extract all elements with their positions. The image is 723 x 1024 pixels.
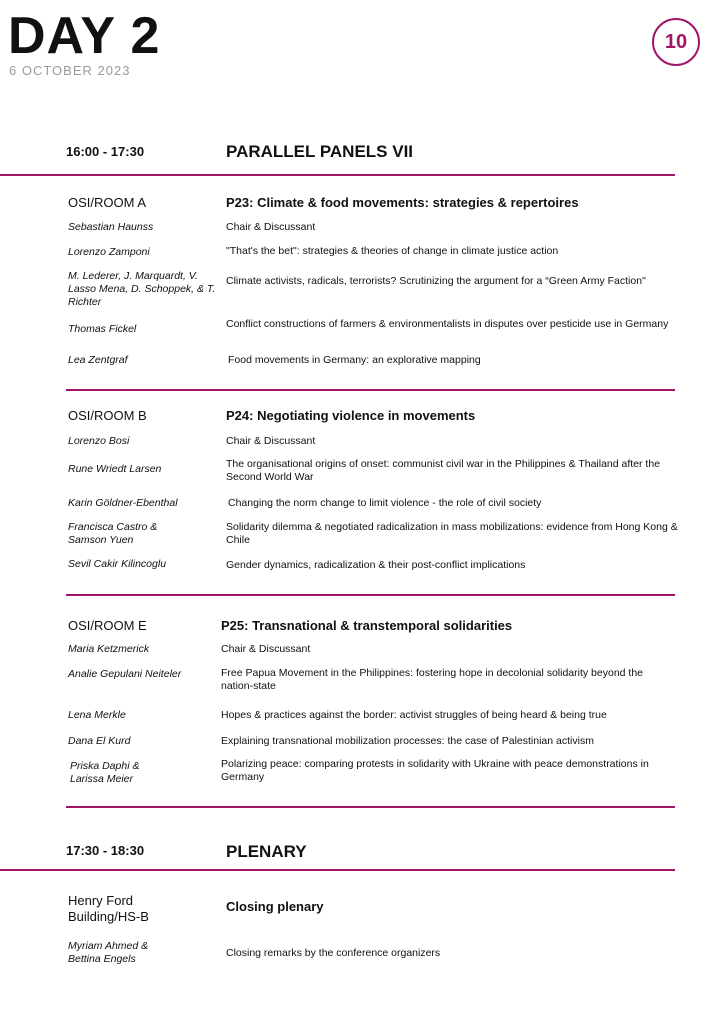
session-time: 17:30 - 18:30 — [66, 843, 145, 858]
talk-title: Chair & Discussant — [226, 221, 316, 233]
panel-room: OSI/ROOM A — [68, 195, 147, 210]
speaker-name: Sebastian Haunss — [68, 221, 154, 233]
talk-title: The organisational origins of onset: communist civil war in the Philippines & Thailand after the Second World War — [226, 458, 661, 483]
talk-title: Conflict constructions of farmers & environmentalists in disputes over pesticide use in Germany — [226, 318, 669, 330]
talk-title: Gender dynamics, radicalization & their post-conflict implications — [226, 559, 526, 571]
divider — [66, 806, 675, 808]
speaker-name: Sevil Cakir Kilincoglu — [68, 558, 167, 570]
talk-title: Free Papua Movement in the Philippines: fostering hope in decolonial solidarity beyond the nation-state — [221, 667, 644, 692]
speaker-name: Dana El Kurd — [68, 735, 131, 747]
talk-title: Explaining transnational mobilization processes: the case of Palestinian activism — [221, 735, 594, 747]
speaker-name: Thomas Fickel — [68, 323, 137, 335]
panel-title: P24: Negotiating violence in movements — [226, 408, 476, 423]
session-title: PLENARY — [226, 842, 307, 861]
speaker-name: M. Lederer, J. Marquardt, V. Lasso Mena, D. Schoppek, & T. Richter — [68, 270, 216, 308]
day-title: DAY 2 — [8, 7, 161, 65]
talk-title: "That's the bet": strategies & theories of change in climate justice action — [226, 245, 559, 257]
panel-room: OSI/ROOM B — [68, 408, 147, 423]
speaker-name: Rune Wriedt Larsen — [68, 463, 162, 475]
talk-title: Chair & Discussant — [221, 643, 311, 655]
panel-title: P25: Transnational & transtemporal solidarities — [221, 618, 513, 633]
speaker-name: Priska Daphi & Larissa Meier — [70, 760, 140, 785]
panel-title: Closing plenary — [226, 899, 324, 914]
speaker-name: Maria Ketzmerick — [68, 643, 150, 655]
talk-title: Climate activists, radicals, terrorists? Scrutinizing the argument for a “Green Army Faction" — [226, 275, 646, 287]
speaker-name: Lorenzo Zamponi — [68, 246, 150, 258]
divider — [0, 869, 675, 871]
talk-title: Hopes & practices against the border: activist struggles of being heard & being true — [221, 709, 607, 721]
divider — [0, 174, 675, 176]
speaker-name: Francisca Castro & Samson Yuen — [68, 521, 158, 546]
panel-title: P23: Climate & food movements: strategies & repertoires — [226, 195, 579, 210]
speaker-name: Lena Merkle — [68, 709, 126, 721]
speaker-name: Karin Göldner-Ebenthal — [68, 497, 178, 509]
talk-title: Solidarity dilemma & negotiated radicalization in mass mobilizations: evidence from Hong Kong & Chile — [226, 521, 678, 546]
divider — [66, 389, 675, 391]
session-title: PARALLEL PANELS VII — [226, 142, 414, 161]
talk-title: Polarizing peace: comparing protests in solidarity with Ukraine with peace demonstrations in Germany — [221, 758, 649, 783]
speaker-name: Myriam Ahmed & Bettina Engels — [68, 940, 149, 965]
talk-title: Closing remarks by the conference organizers — [226, 947, 441, 959]
speaker-name: Lea Zentgraf — [68, 354, 128, 366]
talk-title: Food movements in Germany: an explorative mapping — [228, 354, 481, 366]
page-number-badge: 10 — [652, 18, 700, 66]
session-time: 16:00 - 17:30 — [66, 144, 145, 159]
panel-room: Henry Ford Building/HS-B — [68, 893, 149, 924]
speaker-name: Analie Gepulani Neiteler — [68, 668, 182, 680]
talk-title: Changing the norm change to limit violence - the role of civil society — [228, 497, 542, 509]
speaker-name: Lorenzo Bosi — [68, 435, 130, 447]
day-date: 6 OCTOBER 2023 — [9, 63, 131, 78]
divider — [66, 594, 675, 596]
talk-title: Chair & Discussant — [226, 435, 316, 447]
panel-room: OSI/ROOM E — [68, 618, 147, 633]
